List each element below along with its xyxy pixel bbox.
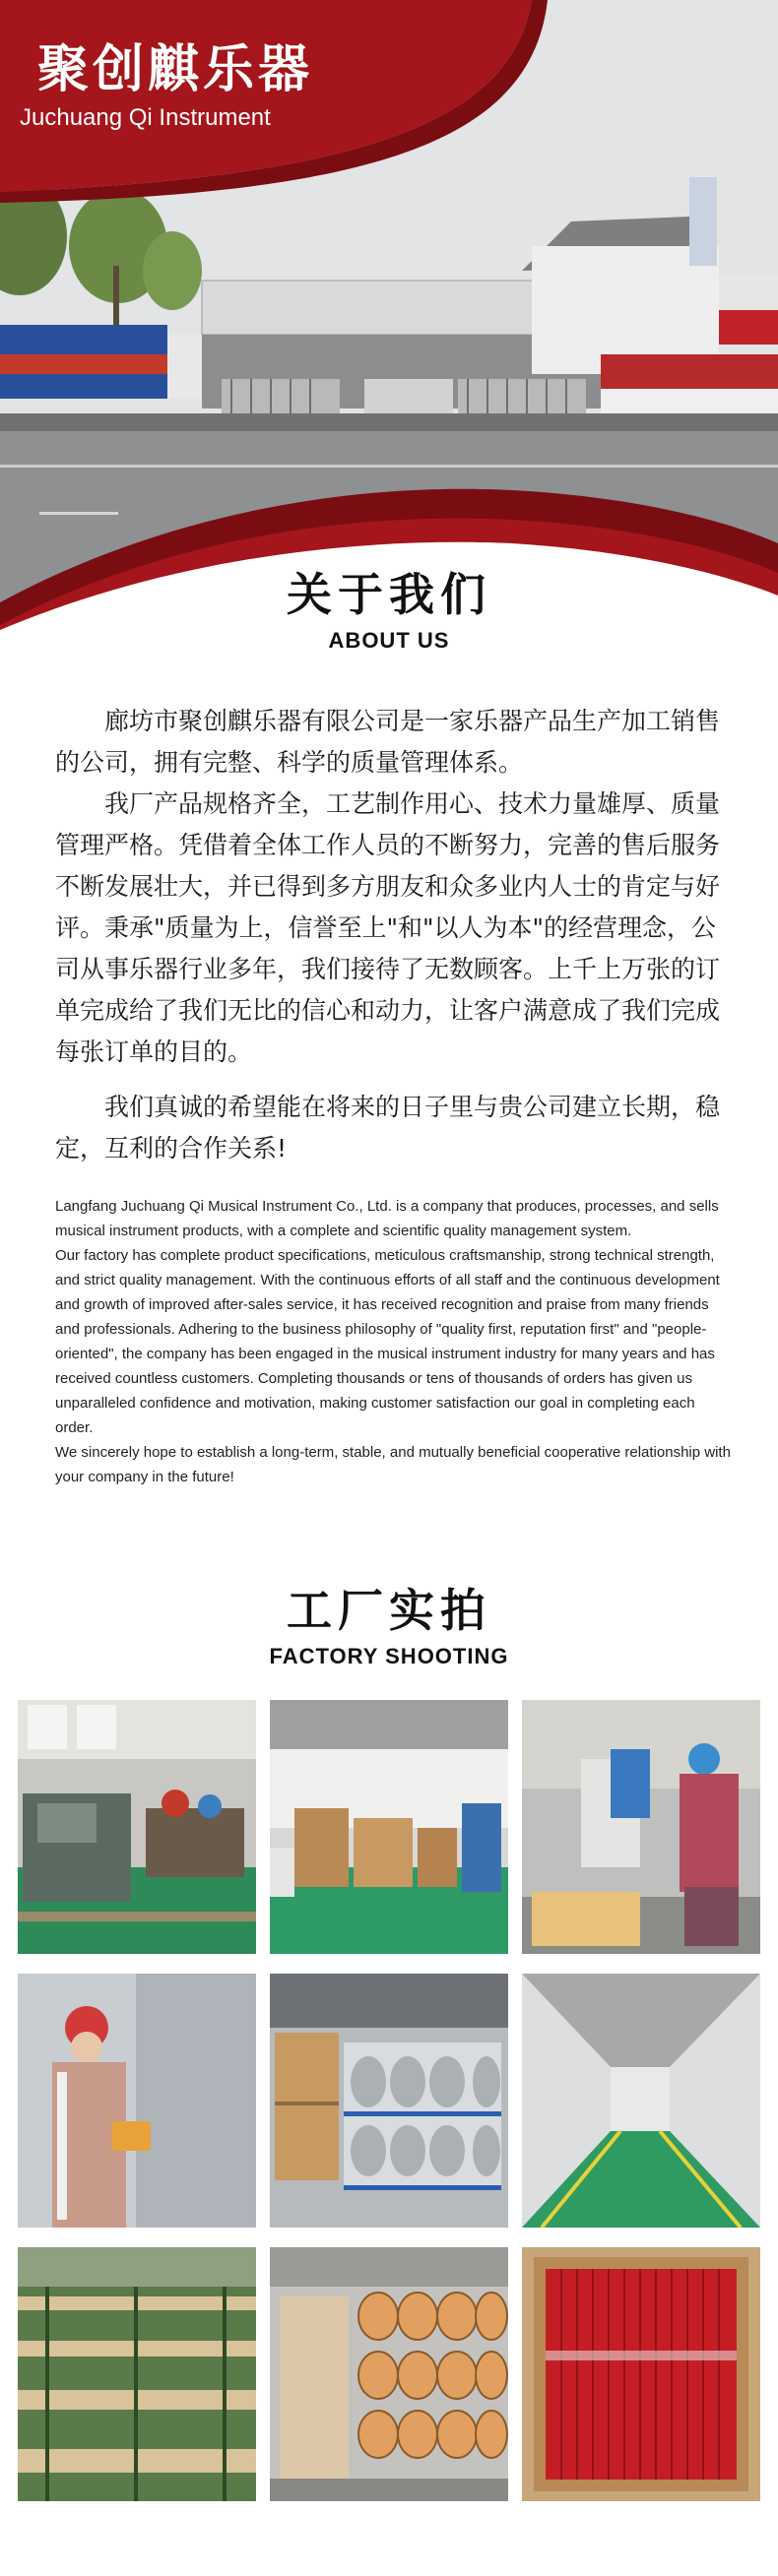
hero-banner — [0, 0, 778, 630]
about-zh-paragraph-2: 我厂产品规格齐全，工艺制作用心、技术力量雄厚、质量管理严格。凭借着全体工作人员的不断努力，完善的售后服务不断发展壮大，并已得到多方朋友和众多业内人士的肯定与好评。秉承"质量为上，信誉至上"和"以人为本"的经营理念，公司从事乐器行业多年，我们接待了无数顾客。上千上万张的订单完成给了我们无比的信心和动力，让客户满意成了我们完成每张订单的目的。 — [55, 789, 721, 1066]
about-zh-paragraph-1: 廊坊市聚创麒乐器有限公司是一家乐器产品生产加工销售的公司，拥有完整、科学的质量管理体系。 — [55, 707, 721, 777]
factory-photo-worker-machine — [522, 1700, 760, 1954]
factory-title: 工厂实拍 — [287, 1584, 491, 1637]
about-en-paragraph-3: We sincerely hope to establish a long-term, stable, and mutually beneficial cooperative relationship with your company in the future! — [55, 1444, 731, 1485]
about-zh-paragraph-3: 我们真诚的希望能在将来的日子里与贵公司建立长期，稳定，互利的合作关系! — [55, 1093, 721, 1162]
factory-photo-machines — [18, 1700, 256, 1954]
about-en-paragraph-1: Langfang Juchuang Qi Musical Instrument Co., Ltd. is a company that produces, processes, and sells musical instrument products, with a complete and scientific quality management system. — [55, 1198, 719, 1239]
factory-photo-red-sticks-box — [522, 2247, 760, 2501]
about-en-paragraph-2: Our factory has complete product specifications, meticulous craftsmanship, strong technical strength, and strict quality management. With the continuous efforts of all staff and the continuous development and growth of improved after-sales service, it has received recognition and praise from many friends and professionals. Adhering to the business philosophy of "quality first, reputation first" and "people-oriented", the company has been engaged in the musical instrument industry for many years and has received countless customers. Completing thousands or tens of thousands of orders has given us unparalleled confidence and motivation, making customer satisfaction our goal in completing each order. — [55, 1247, 720, 1436]
factory-subtitle: FACTORY SHOOTING — [269, 1644, 509, 1668]
brand-subtitle: Juchuang Qi Instrument — [20, 104, 271, 131]
about-en-text — [55, 1194, 735, 1489]
factory-photo-corridor — [522, 1974, 760, 2228]
about-title: 关于我们 — [287, 568, 491, 621]
factory-photo-storage-racks — [270, 1974, 508, 2228]
about-subtitle: ABOUT US — [328, 628, 450, 653]
factory-photo-spray-painting — [18, 1974, 256, 2228]
factory-photo-drying-rack — [18, 2247, 256, 2501]
factory-photo-warehouse-boxes — [270, 1700, 508, 1954]
factory-photo-drum-shells — [270, 2247, 508, 2501]
brand-title: 聚创麒乐器 — [37, 40, 314, 99]
